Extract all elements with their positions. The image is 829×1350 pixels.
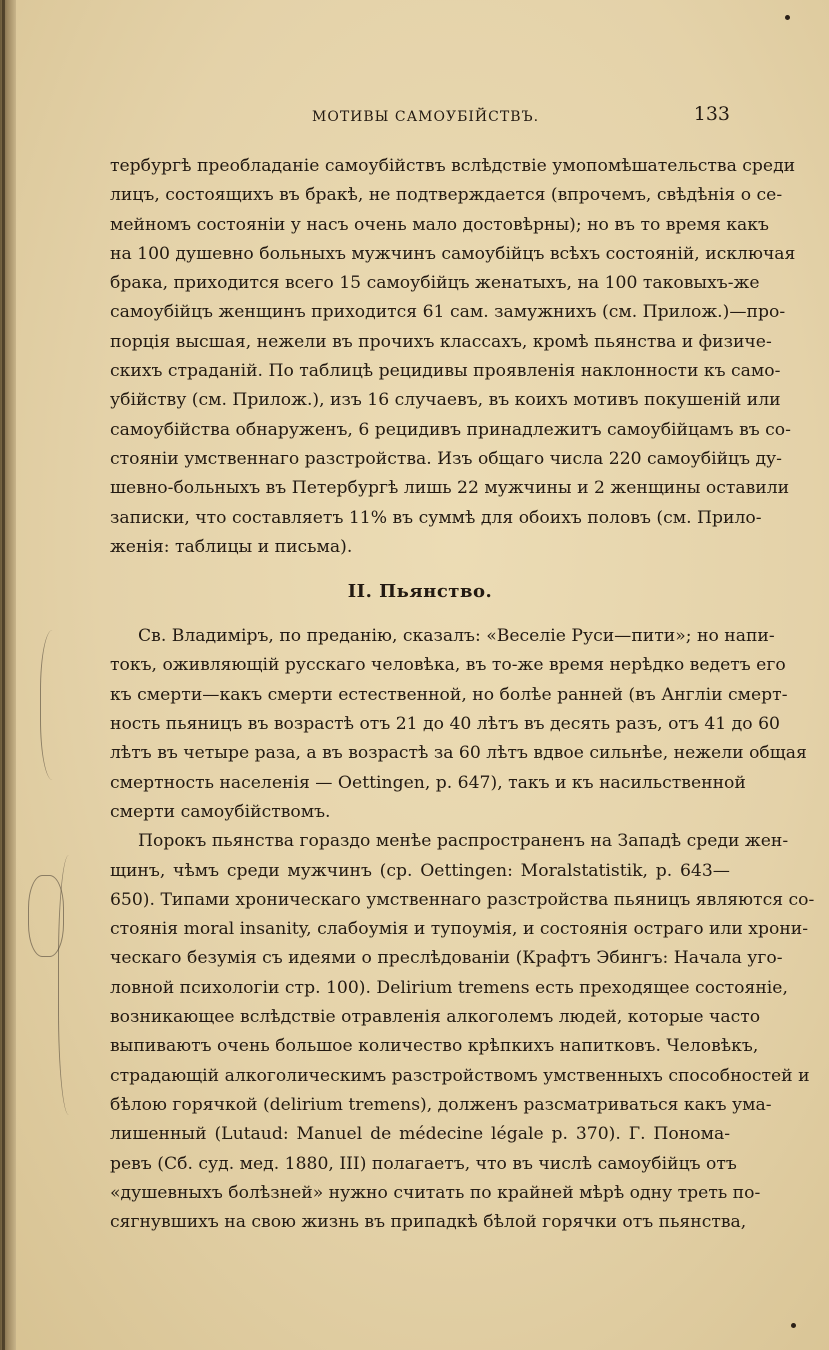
text-line: порція высшая, нежели въ прочихъ классахъ, кромѣ пьянства и физиче- — [110, 331, 772, 352]
text-line: ловной психологіи стр. 100). Delirium tremens есть преходящее состояніе, — [110, 977, 788, 998]
text-line: сягнувшихъ на свою жизнь въ припадкѣ бѣлой горячки отъ пьянства, — [110, 1212, 747, 1233]
text-line: самоубійцъ женщинъ приходится 61 сам. замужнихъ (см. Прилож.)—про- — [110, 302, 786, 323]
text-line: 650). Типами хроническаго умственнаго разстройства пьяницъ являются со- — [110, 889, 815, 910]
text-line: возникающее вслѣдствіе отравленія алкоголемъ людей, которые часто — [110, 1007, 761, 1028]
text-line: щинъ, чѣмъ среди мужчинъ (ср. Oettingen: Moralstatistik, p. 643— — [110, 860, 730, 881]
text-line: стоянія moral insanity, слабоумія и тупоумія, и состоянія остраго или хрони- — [110, 919, 809, 940]
text-line: Св. Владиміръ, по преданію, сказалъ: «Веселіе Руси—пити»; но напи- — [138, 626, 775, 647]
text-line: ревъ (Сб. суд. мед. 1880, III) полагаетъ, что въ числѣ самоубійцъ отъ — [110, 1153, 737, 1174]
paragraph-2 — [110, 622, 807, 827]
text-line: скихъ страданій. По таблицѣ рецидивы проявленія наклонности къ само- — [110, 361, 781, 382]
paragraph-3 — [110, 827, 815, 1237]
pencil-bracket-mark — [40, 630, 71, 780]
page-header — [112, 103, 730, 129]
text-line: лицъ, состоящихъ въ бракѣ, не подтверждается (впрочемъ, свѣдѣнія о се- — [110, 185, 783, 206]
text-line: самоубійства обнаруженъ, 6 рецидивъ принадлежитъ самоубійцамъ въ со- — [110, 419, 791, 440]
ink-speck — [785, 15, 790, 20]
text-line: ческаго безумія съ идеями о преслѣдованіи (Крафтъ Эбингъ: Начала уго- — [110, 948, 783, 969]
running-title: МОТИВЫ САМОУБІЙСТВЪ. — [312, 109, 540, 125]
pencil-scribble-mark — [28, 875, 64, 957]
text-line: шевно-больныхъ въ Петербургѣ лишь 22 мужчины и 2 женщины оставили — [110, 478, 790, 499]
paragraph-1 — [110, 152, 796, 562]
text-line: лишенный (Lutaud: Manuel de médecine légale p. 370). Г. Понома- — [110, 1124, 730, 1145]
ink-speck — [791, 1323, 796, 1328]
text-line: на 100 душевно больныхъ мужчинъ самоубійцъ всѣхъ состояній, исключая — [110, 243, 796, 264]
text-line: женія: таблицы и письма). — [110, 536, 353, 557]
text-line: стояніи умственнаго разстройства. Изъ общаго числа 220 самоубійцъ ду- — [110, 448, 782, 469]
text-line: ность пьяницъ въ возрастѣ отъ 21 до 40 лѣтъ въ десять разъ, отъ 41 до 60 — [110, 714, 780, 735]
text-line: выпиваютъ очень большое количество крѣпкихъ напитковъ. Человѣкъ, — [110, 1036, 759, 1057]
text-line: страдающій алкоголическимъ разстройствомъ умственныхъ способностей и — [110, 1065, 810, 1086]
text-line: тербургѣ преобладаніе самоубійствъ вслѣдствіе умопомѣшательства среди — [110, 156, 796, 176]
page-number: 133 — [693, 103, 730, 125]
text-line: къ смерти—какъ смерти естественной, но болѣе ранней (въ Англіи смерт- — [110, 684, 788, 705]
section-heading: II. Пьянство. — [347, 581, 493, 603]
body-text — [110, 152, 815, 1237]
text-line: мейномъ состояніи у насъ очень мало достовѣрны); но въ то время какъ — [110, 214, 769, 235]
text-line: Порокъ пьянства гораздо менѣе распространенъ на Западѣ среди жен- — [138, 831, 789, 852]
text-line: «душевныхъ болѣзней» нужно считать по крайней мѣрѣ одну треть по- — [110, 1182, 761, 1203]
text-line: бѣлою горячкой (delirium tremens), долженъ разсматриваться какъ ума- — [110, 1094, 772, 1115]
text-line: смертность населенія — Oettingen, p. 647), такъ и къ насильственной — [110, 772, 746, 793]
text-line: смерти самоубійствомъ. — [110, 801, 331, 822]
text-line: убійству (см. Прилож.), изъ 16 случаевъ, въ коихъ мотивъ покушеній или — [110, 390, 781, 411]
text-line: записки, что составляетъ 11% въ суммѣ для обоихъ половъ (см. Прило- — [110, 507, 762, 528]
text-line: брака, приходится всего 15 самоубійцъ женатыхъ, на 100 таковыхъ-же — [110, 273, 760, 294]
binding-shadow-line — [2, 0, 5, 1350]
text-line: лѣтъ въ четыре раза, а въ возрастѣ за 60 лѣтъ вдвое сильнѣе, нежели общая — [110, 743, 807, 764]
text-line: токъ, оживляющій русскаго человѣка, въ то-же время нерѣдко ведетъ его — [110, 655, 786, 676]
